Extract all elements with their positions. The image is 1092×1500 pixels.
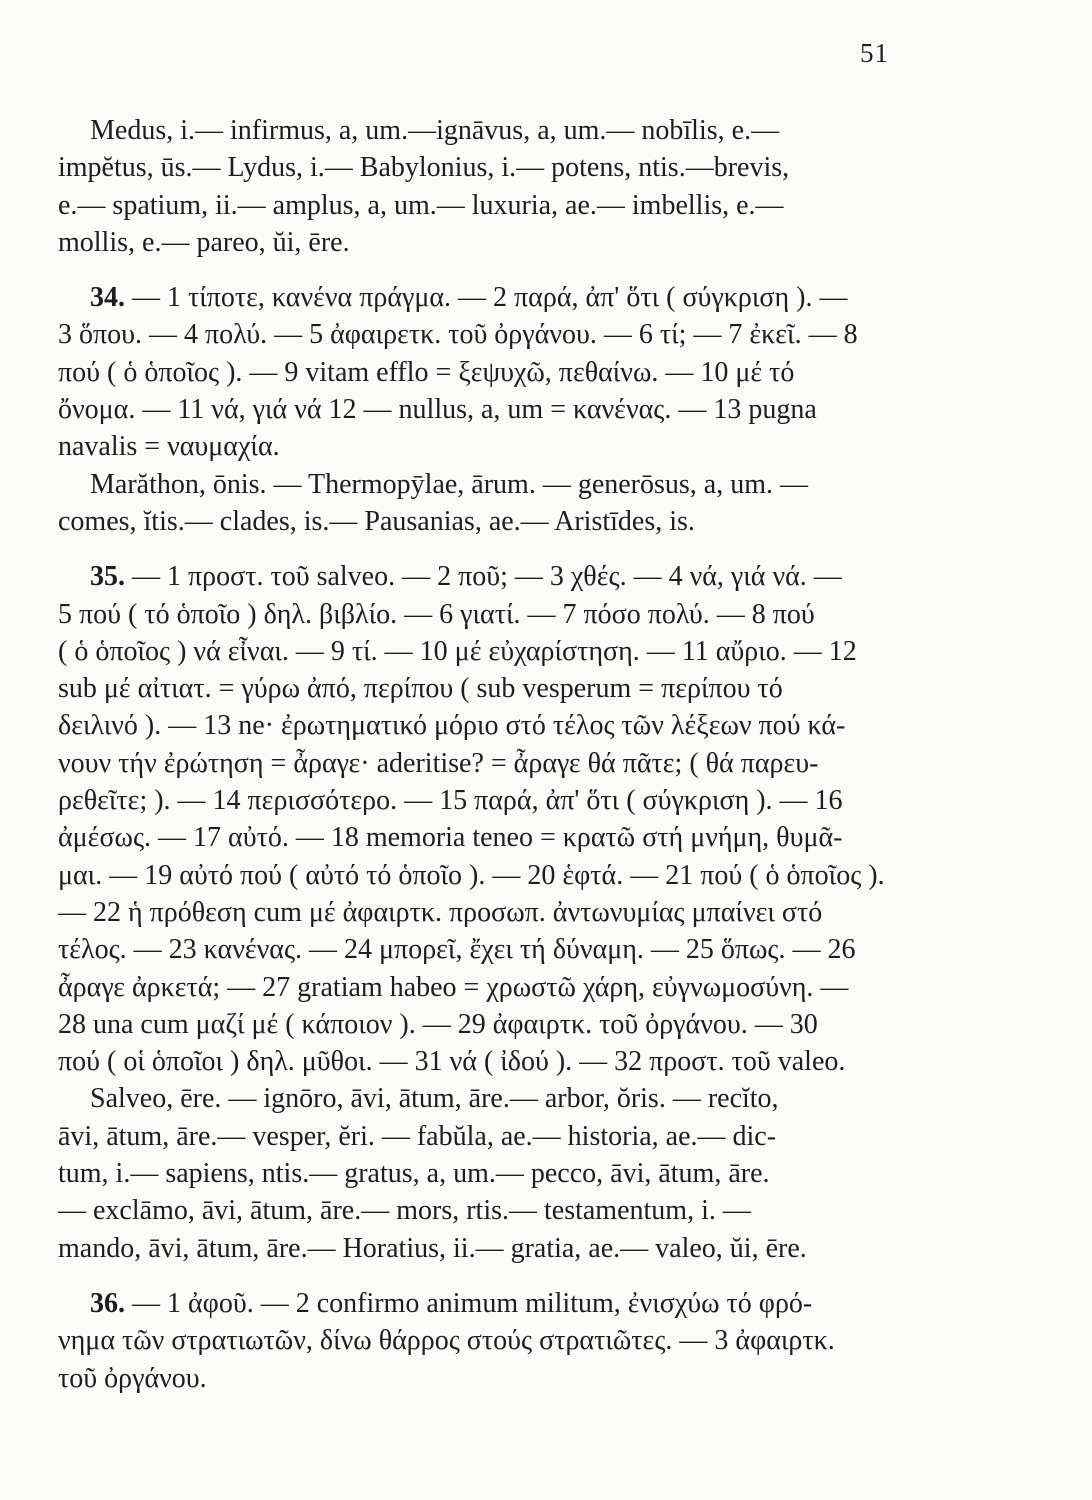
- text-line: [58, 707, 928, 744]
- text-line: [58, 391, 928, 428]
- paragraph-gap: [58, 540, 928, 558]
- line-text: 3 ὅπου. — 4 πολύ. — 5 ἀφαιρετκ. τοῦ ὀργάνου. — 6 τί; — 7 ἐκεῖ. — 8: [58, 319, 858, 351]
- text-line: [58, 279, 928, 316]
- text-line: [58, 112, 928, 149]
- text-line: [58, 969, 928, 1006]
- line-text: Medus, i.— infirmus, a, um.—ignāvus, a, um.— nobīlis, e.—: [90, 115, 780, 146]
- line-text: 28 una cum μαζί μέ ( κάποιον ). — 29 ἀφαιρτκ. τοῦ ὀργάνου. — 30: [58, 1008, 818, 1040]
- line-text: āvi, ātum, āre.— vesper, ĕri. — fabŭla, ae.— historia, ae.— dic-: [58, 1120, 777, 1152]
- text-line: [58, 1322, 928, 1359]
- text-line: [58, 857, 928, 894]
- line-text: ( ὁ ὁποῖος ) νά εἶναι. — 9 τί. — 10 μέ εὐχαρίστηση. — 11 αὔριο. — 12: [58, 635, 857, 667]
- line-text: νουν τήν ἐρώτηση = ἆραγε· aderitise? = ἆραγε θά πᾶτε; ( θά παρευ-: [58, 747, 819, 779]
- text-line: [58, 1285, 928, 1322]
- text-line: [58, 670, 928, 707]
- text-line: [58, 819, 928, 856]
- line-text: Marăthon, ōnis. — Thermopȳlae, ārum. — generōsus, a, um. —: [90, 468, 809, 500]
- line-text: πού ( ὁ ὁποῖος ). — 9 vitam efflo = ξεψυχῶ, πεθαίνω. — 10 μέ τό: [58, 356, 795, 388]
- line-text: impĕtus, ūs.— Lydus, i.— Babylonius, i.— potens, ntis.—brevis,: [58, 152, 790, 184]
- exercise-number: 35.: [90, 561, 125, 593]
- text-line: [58, 558, 928, 595]
- text-line: [58, 633, 928, 670]
- text-line: [58, 1230, 928, 1267]
- text-line: [58, 466, 928, 503]
- exercise-number: 34.: [90, 282, 125, 314]
- paragraph-notes-35: [58, 558, 928, 1080]
- line-text: — 1 προστ. τοῦ salveo. — 2 ποῦ; — 3 χθές. — 4 νά, γιά νά. —: [125, 561, 842, 593]
- text-line: [58, 1080, 928, 1117]
- text-line: [58, 354, 928, 391]
- line-text: — 1 ἀφοῦ. — 2 confirmo animum militum, ἐνισχύω τό φρό-: [125, 1287, 813, 1319]
- line-text: νημα τῶν στρατιωτῶν, δίνω θάρρος στούς στρατιῶτες. — 3 ἀφαιρτκ.: [58, 1325, 835, 1357]
- line-text: Salveo, ēre. — ignōro, āvi, ātum, āre.— arbor, ŏris. — recĭto,: [90, 1083, 779, 1115]
- line-text: — 1 τίποτε, κανένα πράγμα. — 2 παρά, ἀπ' ὅτι ( σύγκριση ). —: [125, 282, 848, 314]
- line-text: mollis, e.— pareo, ŭi, ēre.: [58, 226, 350, 258]
- line-text: mando, āvi, ātum, āre.— Horatius, ii.— gratia, ae.— valeo, ŭi, ēre.: [58, 1232, 807, 1264]
- exercise-number: 36.: [90, 1287, 125, 1319]
- text-body: [58, 112, 928, 1397]
- text-line: [58, 187, 928, 224]
- text-line: [58, 931, 928, 968]
- line-text: ἆραγε ἀρκετά; — 27 gratiam habeo = χρωστῶ χάρη, εὐγνωμοσύνη. —: [58, 971, 849, 1003]
- line-text: πού ( οἱ ὁποῖοι ) δηλ. μῦθοι. — 31 νά ( ἰδού ). — 32 προστ. τοῦ valeo.: [58, 1046, 846, 1078]
- line-text: 5 πού ( τό ὁποῖο ) δηλ. βιβλίο. — 6 γιατί. — 7 πόσο πολύ. — 8 πού: [58, 598, 815, 630]
- text-line: [58, 428, 928, 465]
- text-line: [58, 1155, 928, 1192]
- line-text: τοῦ ὀργάνου.: [58, 1362, 207, 1394]
- line-text: comes, ĭtis.— clades, is.— Pausanias, ae.— Aristīdes, is.: [58, 505, 695, 537]
- text-line: [58, 1118, 928, 1155]
- line-text: sub μέ αἰτιατ. = γύρω ἀπό, περίπου ( sub vesperum = περίπου τό: [58, 673, 783, 705]
- page-number: 51: [860, 38, 889, 68]
- paragraph-vocab-33: [58, 112, 928, 261]
- paragraph-gap: [58, 1267, 928, 1285]
- text-line: [58, 503, 928, 540]
- text-line: [58, 596, 928, 633]
- line-text: — exclāmo, āvi, ātum, āre.— mors, rtis.— testamentum, i. —: [58, 1195, 751, 1227]
- text-line: [58, 149, 928, 186]
- text-line: [58, 316, 928, 353]
- text-line: [58, 745, 928, 782]
- text-line: [58, 894, 928, 931]
- text-line: [58, 782, 928, 819]
- paragraph-notes-34: [58, 279, 928, 465]
- text-line: [58, 224, 928, 261]
- text-line: [58, 1360, 928, 1397]
- line-text: ὄνομα. — 11 νά, γιά νά 12 — nullus, a, um = κανένας. — 13 pugna: [58, 394, 817, 426]
- line-text: navalis = ναυμαχία.: [58, 431, 280, 463]
- line-text: δειλινό ). — 13 ne· ἐρωτηματικό μόριο στό τέλος τῶν λέξεων πού κά-: [58, 710, 846, 742]
- line-text: ἀμέσως. — 17 αὐτό. — 18 memoria teneo = κρατῶ στή μνήμη, θυμᾶ-: [58, 822, 843, 854]
- paragraph-vocab-35: [58, 1080, 928, 1266]
- line-text: tum, i.— sapiens, ntis.— gratus, a, um.— pecco, āvi, ātum, āre.: [58, 1158, 770, 1190]
- line-text: τέλος. — 23 κανένας. — 24 μπορεῖ, ἔχει τή δύναμη. — 25 ὅπως. — 26: [58, 934, 856, 966]
- line-text: ρεθεῖτε; ). — 14 περισσότερο. — 15 παρά, ἀπ' ὅτι ( σύγκριση ). — 16: [58, 785, 843, 817]
- paragraph-notes-36: [58, 1285, 928, 1397]
- text-line: [58, 1006, 928, 1043]
- line-text: — 22 ἡ πρόθεση cum μέ ἀφαιρτκ. προσωπ. ἀντωνυμίας μπαίνει στό: [58, 896, 823, 928]
- paragraph-gap: [58, 261, 928, 279]
- text-line: [58, 1043, 928, 1080]
- text-line: [58, 1192, 928, 1229]
- line-text: μαι. — 19 αὐτό πού ( αὐτό τό ὁποῖο ). — 20 ἑφτά. — 21 πού ( ὁ ὁποῖος ).: [58, 859, 885, 891]
- line-text: e.— spatium, ii.— amplus, a, um.— luxuria, ae.— imbellis, e.—: [58, 189, 784, 221]
- paragraph-vocab-34: [58, 466, 928, 541]
